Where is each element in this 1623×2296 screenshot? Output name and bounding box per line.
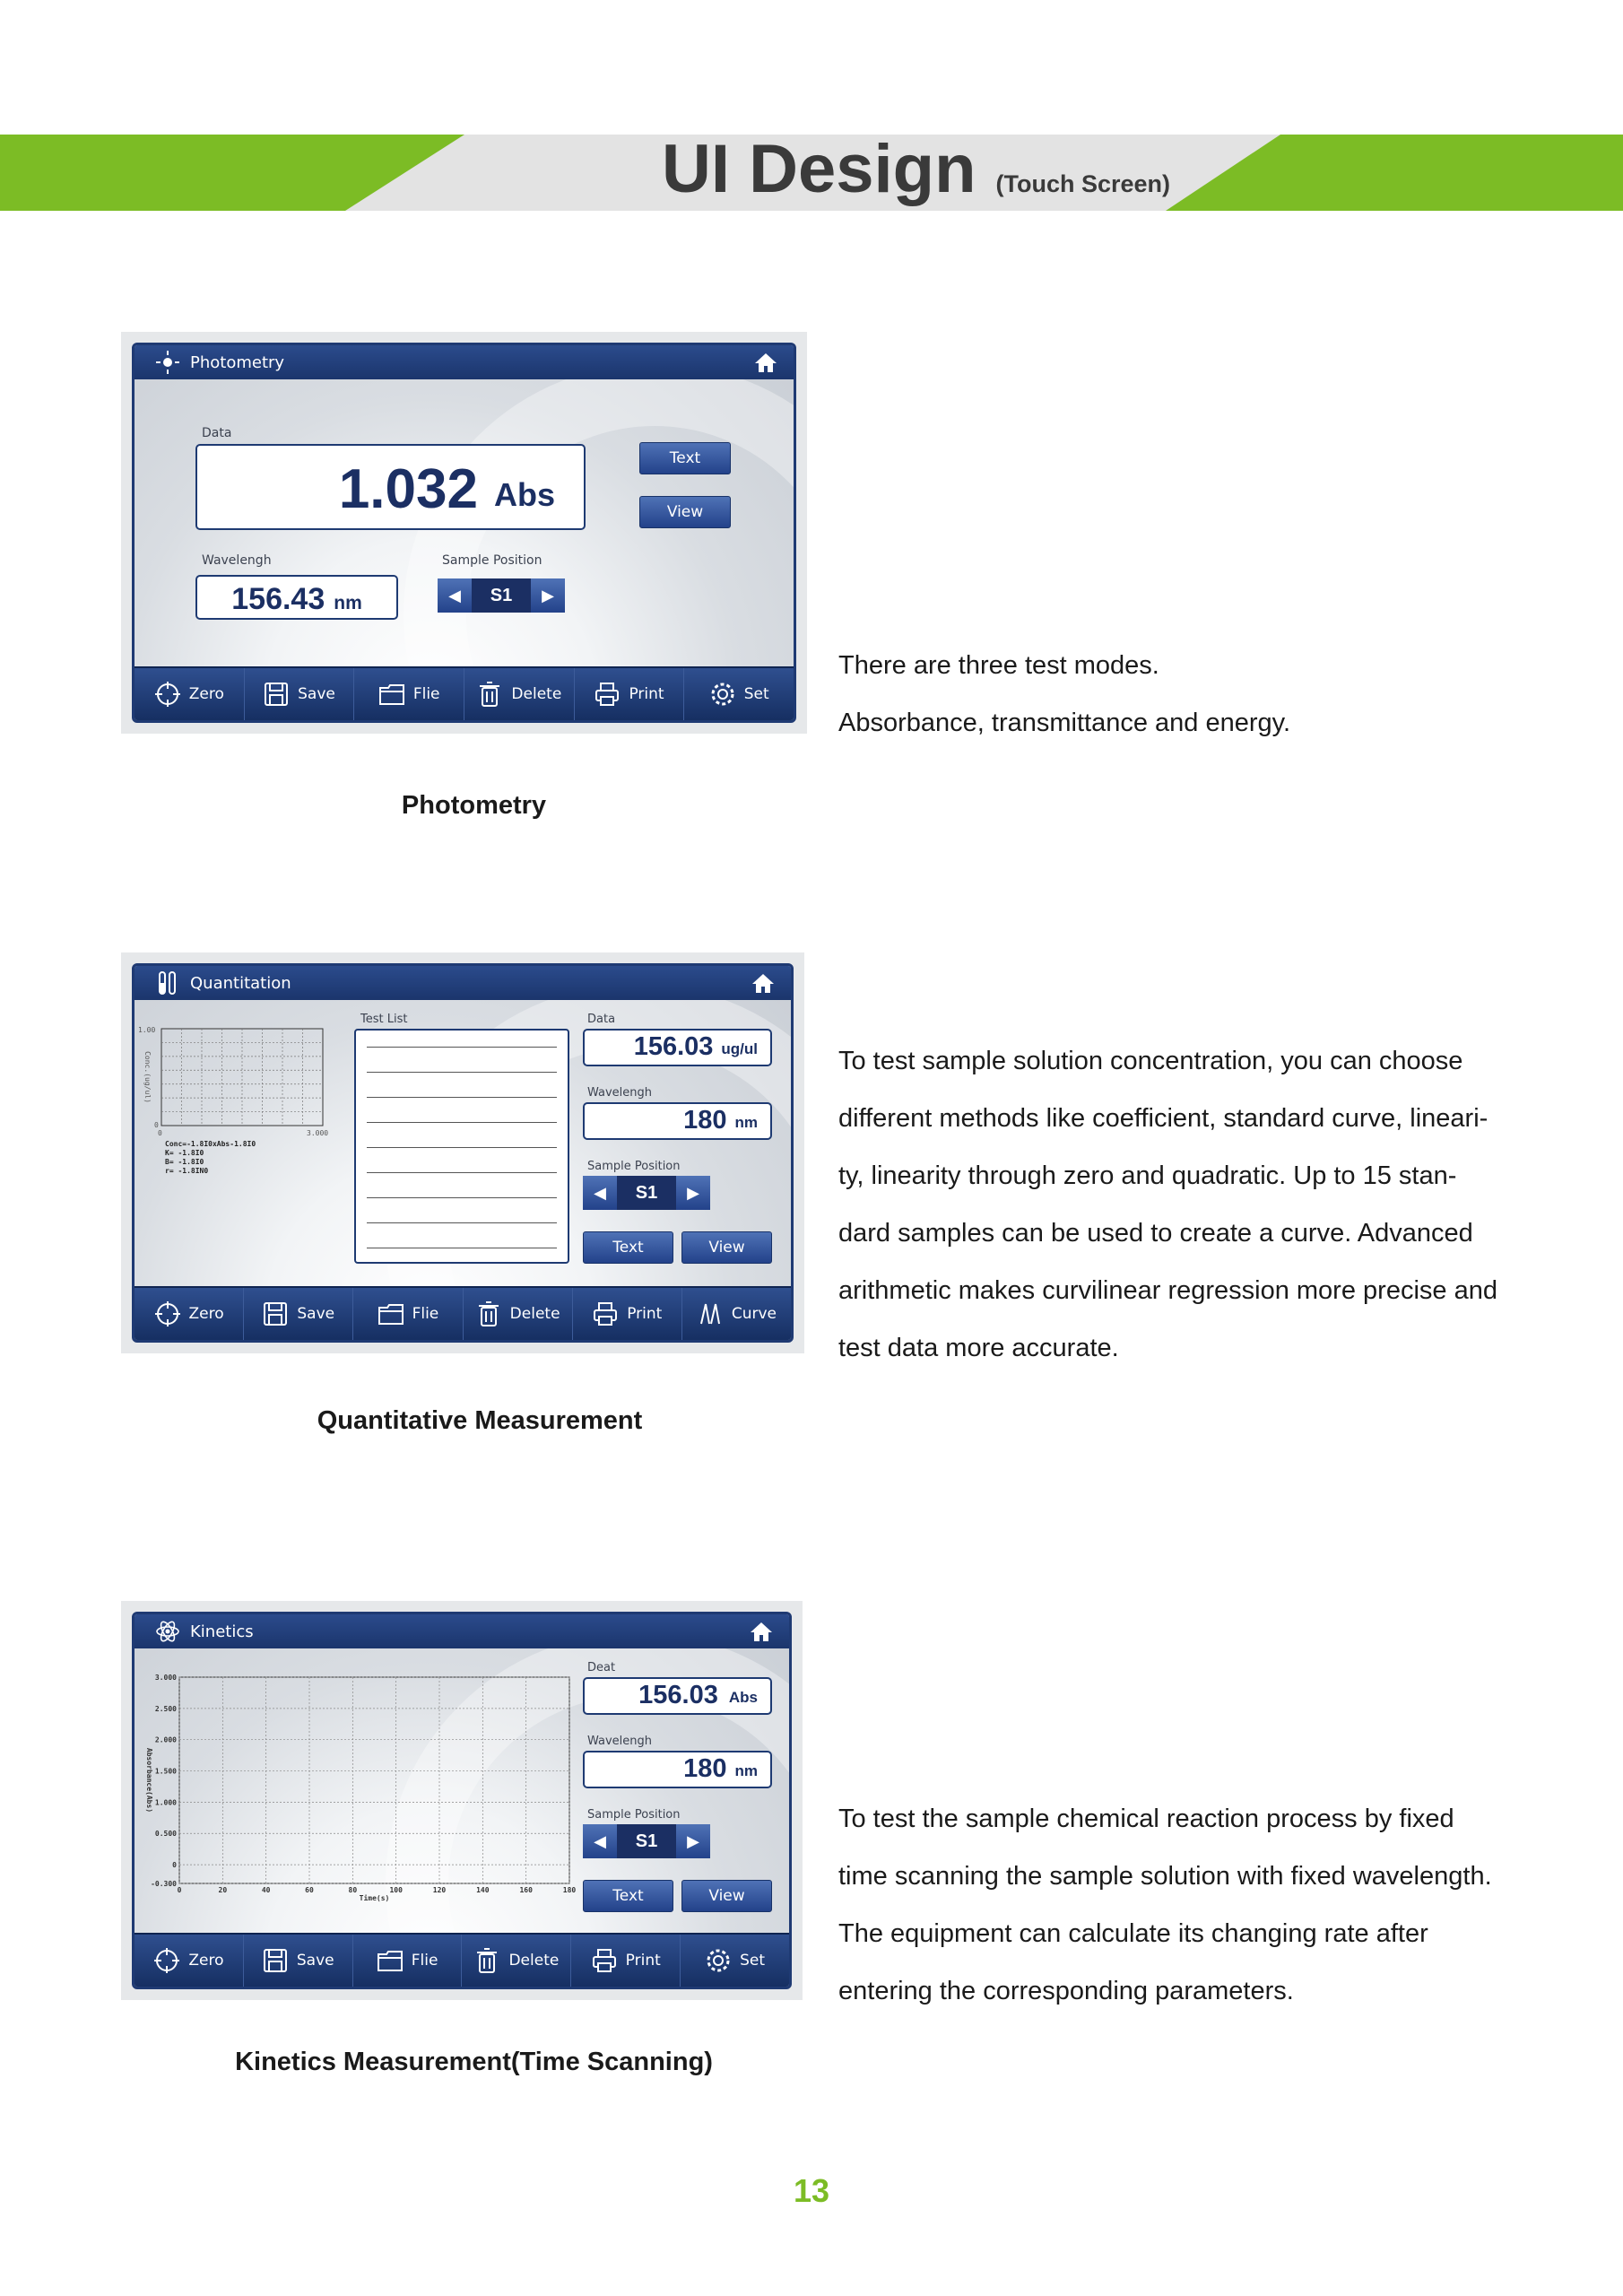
test-tube-icon xyxy=(154,970,181,996)
quantitation-screenshot xyxy=(121,952,804,1353)
photometry-desc-line: Absorbance, transmittance and energy. xyxy=(838,709,1291,737)
quantitation-desc-line: To test sample solution concentration, you can choose xyxy=(838,1047,1463,1075)
prev-arrow-icon[interactable]: ◀ xyxy=(583,1824,617,1858)
wavelength-field[interactable] xyxy=(195,575,398,620)
kinetics-titlebar xyxy=(135,1614,789,1648)
sample-position-value: S1 xyxy=(617,1176,676,1210)
kinetics-caption: Kinetics Measurement(Time Scanning) xyxy=(235,2048,713,2076)
test-list-row[interactable] xyxy=(367,1197,557,1198)
y-tick-label: 0 xyxy=(154,1121,159,1129)
floppy-disk-icon xyxy=(262,1947,289,1974)
save-label: Save xyxy=(297,1305,335,1323)
wavelength-field[interactable] xyxy=(583,1751,772,1788)
data-unit: Abs xyxy=(728,1689,758,1706)
x-tick-label: 20 xyxy=(218,1886,228,1894)
photometry-description xyxy=(838,637,1290,752)
data-label: Deat xyxy=(587,1661,616,1674)
regression-annotation: Conc=-1.8I0xAbs-1.8I0 xyxy=(165,1140,256,1148)
bottom-toolbar xyxy=(135,666,794,720)
bottom-toolbar xyxy=(135,1933,789,1987)
test-list-row[interactable] xyxy=(367,1222,557,1223)
wavelength-value: 180 xyxy=(683,1106,727,1135)
x-tick-label: 80 xyxy=(348,1886,358,1894)
zero-label: Zero xyxy=(188,1952,224,1970)
y-tick-label: 2.000 xyxy=(154,1735,177,1744)
data-unit: Abs xyxy=(493,476,555,513)
home-icon[interactable] xyxy=(754,352,777,373)
gear-icon xyxy=(709,681,736,708)
test-list-row[interactable] xyxy=(367,1072,557,1073)
y-tick-label: 1.500 xyxy=(154,1767,177,1776)
y-tick-label: 1.000 xyxy=(154,1798,177,1807)
wavelength-label: Wavelengh xyxy=(202,553,272,568)
photometry-desc-line: There are three test modes. xyxy=(838,651,1159,680)
text-button[interactable]: Text xyxy=(583,1231,673,1264)
calibration-curve-chart xyxy=(135,1009,345,1188)
quantitation-desc-line: dard samples can be used to create a curve. Advanced xyxy=(838,1219,1473,1248)
print-button[interactable] xyxy=(573,1288,682,1340)
target-icon xyxy=(153,1947,180,1974)
page-number: 13 xyxy=(793,2172,830,2209)
y-tick-label: 0 xyxy=(172,1861,177,1870)
kinetics-desc-line: time scanning the sample solution with fixed wavelength. xyxy=(838,1862,1492,1891)
file-button[interactable] xyxy=(353,1935,463,1987)
kinetics-desc-line: The equipment can calculate its changing rate after xyxy=(838,1919,1428,1948)
view-button[interactable]: View xyxy=(639,496,731,528)
wavelength-unit: nm xyxy=(734,1114,758,1131)
zero-label: Zero xyxy=(188,685,224,703)
photometry-screen xyxy=(132,343,796,723)
prev-arrow-icon[interactable]: ◀ xyxy=(438,578,472,613)
wavelength-value: 180 xyxy=(683,1754,727,1783)
next-arrow-icon[interactable]: ▶ xyxy=(531,578,565,613)
file-button[interactable] xyxy=(354,668,464,720)
trash-icon xyxy=(473,1947,500,1974)
test-list-row[interactable] xyxy=(367,1147,557,1148)
wavelength-unit: nm xyxy=(734,1762,758,1779)
sample-position-label: Sample Position xyxy=(442,553,542,568)
floppy-disk-icon xyxy=(262,1300,289,1327)
next-arrow-icon[interactable]: ▶ xyxy=(676,1176,710,1210)
x-tick-label: 180 xyxy=(562,1886,577,1894)
y-tick-label: 1.00 xyxy=(138,1026,156,1034)
view-button[interactable]: View xyxy=(681,1880,772,1912)
data-value: 156.03 xyxy=(638,1681,718,1709)
set-button[interactable] xyxy=(684,668,794,720)
zero-button[interactable] xyxy=(135,1288,244,1340)
sun-icon xyxy=(154,349,181,376)
save-label: Save xyxy=(296,1952,334,1970)
print-button[interactable] xyxy=(575,668,685,720)
quantitation-desc-line: ty, linearity through zero and quadratic. Up to 15 stan- xyxy=(838,1161,1457,1190)
kinetics-description xyxy=(838,1790,1492,2020)
set-label: Set xyxy=(740,1952,766,1970)
printer-icon xyxy=(594,681,621,708)
target-icon xyxy=(154,1300,181,1327)
regression-annotation: B= -1.8I0 xyxy=(165,1158,204,1166)
page-title: UI Design xyxy=(662,131,976,207)
sample-position-value: S1 xyxy=(617,1824,676,1858)
data-value: 1.032 xyxy=(338,458,478,520)
bottom-toolbar xyxy=(135,1286,791,1340)
delete-label: Delete xyxy=(508,1952,560,1970)
quantitation-caption: Quantitative Measurement xyxy=(317,1406,643,1435)
print-label: Print xyxy=(627,1305,663,1323)
gear-icon xyxy=(705,1947,732,1974)
photometry-titlebar xyxy=(135,345,794,379)
delete-label: Delete xyxy=(509,1305,560,1323)
atom-icon xyxy=(154,1618,181,1645)
header-title-block xyxy=(662,131,1171,211)
x-tick-label: 100 xyxy=(389,1886,403,1894)
flask-curve-icon xyxy=(697,1300,724,1327)
save-button[interactable] xyxy=(244,1288,353,1340)
folder-icon xyxy=(378,681,405,708)
prev-arrow-icon[interactable]: ◀ xyxy=(583,1176,617,1210)
kinetics-chart xyxy=(135,1654,578,1918)
wavelength-unit: nm xyxy=(334,593,362,613)
sample-position-label: Sample Position xyxy=(587,1808,681,1822)
test-list-row[interactable] xyxy=(367,1097,557,1098)
data-label: Data xyxy=(202,426,232,440)
trash-icon xyxy=(475,1300,502,1327)
quantitation-screen xyxy=(132,963,794,1343)
regression-annotation: K= -1.8I0 xyxy=(165,1149,204,1157)
trash-icon xyxy=(476,681,503,708)
save-button[interactable] xyxy=(245,668,355,720)
zero-button[interactable] xyxy=(135,668,245,720)
wavelength-value: 156.43 xyxy=(231,582,325,616)
printer-icon xyxy=(592,1300,619,1327)
floppy-disk-icon xyxy=(263,681,290,708)
delete-label: Delete xyxy=(511,685,562,703)
regression-annotation: r= -1.8IN0 xyxy=(165,1167,209,1175)
sample-position-spinner xyxy=(583,1176,710,1210)
folder-icon xyxy=(378,1300,404,1327)
print-button[interactable] xyxy=(571,1935,681,1987)
window-title: Quantitation xyxy=(190,973,291,993)
page-subtitle: (Touch Screen) xyxy=(995,170,1171,197)
home-icon[interactable] xyxy=(750,1621,773,1642)
set-label: Set xyxy=(743,685,769,703)
next-arrow-icon[interactable]: ▶ xyxy=(676,1824,710,1858)
test-list-row[interactable] xyxy=(367,1122,557,1123)
photometry-screenshot xyxy=(121,332,807,734)
x-tick-label: 120 xyxy=(432,1886,447,1894)
curve-button[interactable] xyxy=(682,1288,791,1340)
save-label: Save xyxy=(298,685,335,703)
print-label: Print xyxy=(625,1952,661,1970)
x-tick-label: 0 xyxy=(158,1129,162,1137)
test-list[interactable] xyxy=(354,1029,569,1264)
printer-icon xyxy=(591,1947,618,1974)
view-button[interactable]: View xyxy=(681,1231,772,1264)
y-tick-label: 3.000 xyxy=(154,1674,177,1682)
text-button[interactable]: Text xyxy=(583,1880,673,1912)
x-tick-label: 40 xyxy=(261,1886,271,1894)
target-icon xyxy=(154,681,181,708)
file-label: Flie xyxy=(411,1952,438,1970)
curve-label: Curve xyxy=(731,1305,777,1323)
file-label: Flie xyxy=(412,1305,439,1323)
data-value: 156.03 xyxy=(633,1032,714,1061)
quantitation-desc-line: test data more accurate. xyxy=(838,1334,1119,1362)
y-tick-label: 0.500 xyxy=(154,1830,177,1839)
x-tick-label: 60 xyxy=(305,1886,314,1894)
x-tick-label: 140 xyxy=(476,1886,490,1894)
kinetics-desc-line: To test the sample chemical reaction process by fixed xyxy=(838,1805,1454,1833)
data-label: Data xyxy=(587,1013,616,1026)
zero-button[interactable] xyxy=(135,1935,244,1987)
data-value-field xyxy=(583,1029,772,1066)
x-tick-label: 0 xyxy=(177,1886,182,1894)
quantitation-titlebar xyxy=(135,966,791,1000)
sample-position-spinner xyxy=(583,1824,710,1858)
wavelength-field[interactable] xyxy=(583,1102,772,1140)
y-axis-label: Absorbance(Abs) xyxy=(145,1747,153,1813)
file-label: Flie xyxy=(412,685,440,703)
zero-label: Zero xyxy=(188,1305,224,1323)
x-tick-label: 3.000 xyxy=(307,1129,329,1137)
quantitation-desc-line: arithmetic makes curvilinear regression more precise and xyxy=(838,1276,1497,1305)
sample-position-label: Sample Position xyxy=(587,1160,681,1173)
delete-button[interactable] xyxy=(464,668,575,720)
quantitation-desc-line: different methods like coefficient, standard curve, lineari- xyxy=(838,1104,1488,1133)
test-list-row[interactable] xyxy=(367,1047,557,1048)
sample-position-spinner xyxy=(438,578,565,613)
y-axis-label: Conc.(ug/ul) xyxy=(143,1051,152,1103)
data-value-field xyxy=(583,1677,772,1715)
kinetics-screenshot xyxy=(121,1601,803,2000)
folder-icon xyxy=(377,1947,404,1974)
test-list-label: Test List xyxy=(360,1013,408,1026)
delete-button[interactable] xyxy=(462,1935,571,1987)
y-tick-label: -0.300 xyxy=(151,1880,177,1888)
save-button[interactable] xyxy=(244,1935,353,1987)
sample-position-value: S1 xyxy=(472,578,531,613)
set-button[interactable] xyxy=(681,1935,789,1987)
home-icon[interactable] xyxy=(751,972,775,994)
x-tick-label: 160 xyxy=(519,1886,533,1894)
quantitation-description xyxy=(838,1032,1497,1377)
test-list-row[interactable] xyxy=(367,1172,557,1173)
x-axis-label: Time(s) xyxy=(359,1894,390,1902)
wavelength-label: Wavelengh xyxy=(587,1735,653,1748)
file-button[interactable] xyxy=(353,1288,463,1340)
y-tick-label: 2.500 xyxy=(154,1704,177,1713)
text-button[interactable]: Text xyxy=(639,442,731,474)
delete-button[interactable] xyxy=(464,1288,573,1340)
print-label: Print xyxy=(629,685,664,703)
data-value-field xyxy=(195,444,586,530)
kinetics-screen xyxy=(132,1612,792,1989)
window-title: Photometry xyxy=(190,352,285,372)
window-title: Kinetics xyxy=(190,1622,254,1641)
wavelength-label: Wavelengh xyxy=(587,1086,653,1100)
photometry-caption: Photometry xyxy=(401,791,547,820)
data-unit: ug/ul xyxy=(721,1040,758,1057)
kinetics-desc-line: entering the corresponding parameters. xyxy=(838,1977,1294,2005)
